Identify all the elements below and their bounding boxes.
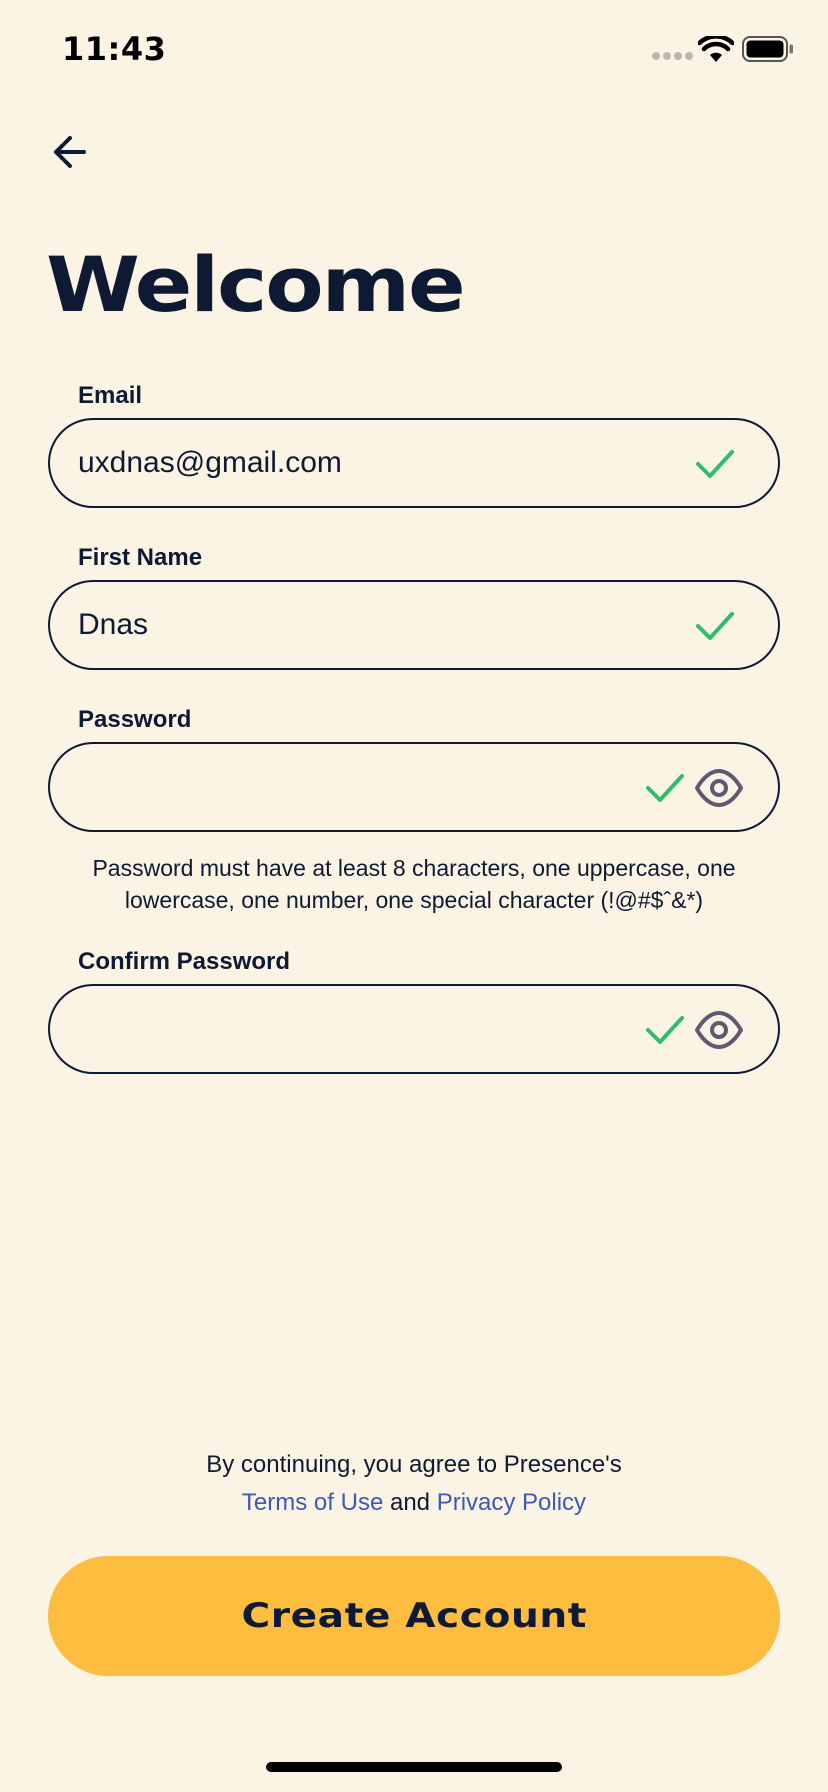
legal-links [48,1484,780,1522]
email-input[interactable] [78,420,618,506]
check-icon [694,447,736,481]
privacy-policy-link[interactable]: Privacy Policy [436,1489,587,1516]
password-requirements-hint: Password must have at least 8 characters, one uppercase, one lowercase, one number, one special character (!@#$ˆ&*) [92,855,736,913]
status-time: 11:43 [62,30,167,68]
status-bar [0,0,828,100]
create-account-label: Create Account [241,1596,587,1636]
confirm-password-field[interactable] [48,984,780,1074]
legal-conjunction: and [389,1489,431,1516]
home-indicator [266,1762,562,1772]
terms-of-use-link[interactable]: Terms of Use [241,1489,384,1516]
password-field[interactable] [48,742,780,832]
email-label: Email [78,382,143,409]
wifi-icon [698,36,734,64]
password-input[interactable] [78,744,618,830]
email-field[interactable] [48,418,780,508]
eye-icon[interactable] [694,1008,744,1052]
cellular-signal-icon [652,52,693,60]
check-icon [644,1013,686,1047]
eye-icon[interactable] [694,766,744,810]
battery-icon [742,36,794,62]
password-label: Password [78,706,192,733]
confirm-password-input[interactable] [78,986,618,1072]
check-icon [694,609,736,643]
first-name-input[interactable] [78,582,618,668]
confirm-password-label: Confirm Password [78,948,291,975]
legal-notice [48,1446,780,1522]
first-name-label: First Name [78,544,203,571]
first-name-field[interactable] [48,580,780,670]
back-arrow-icon[interactable] [46,130,98,174]
create-account-button[interactable] [48,1556,780,1676]
check-icon [644,771,686,805]
page-title: Welcome [46,240,464,329]
legal-prefix: By continuing, you agree to Presence's [206,1451,622,1478]
